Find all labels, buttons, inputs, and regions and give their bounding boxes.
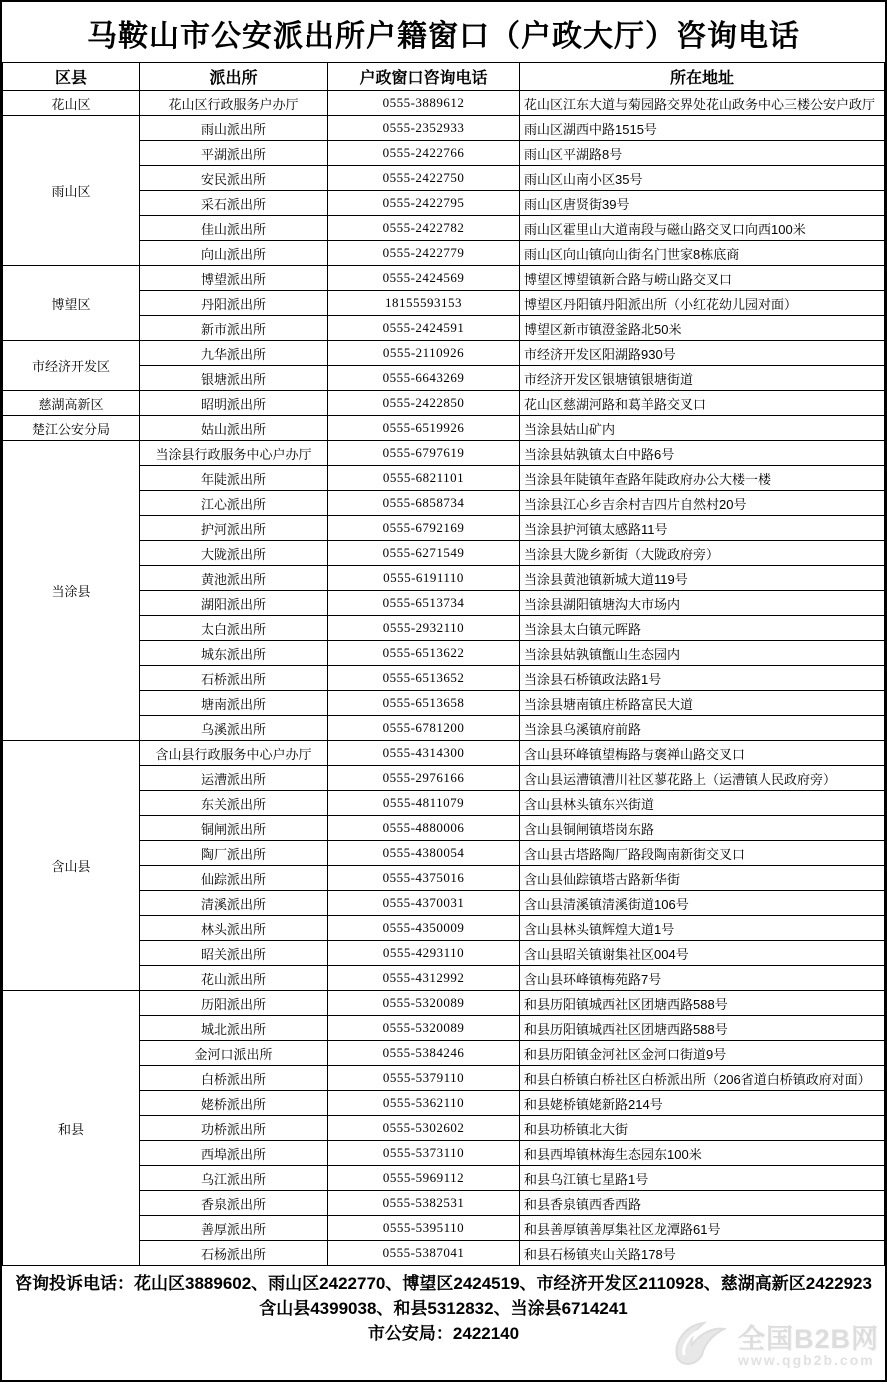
table-header-row bbox=[3, 63, 885, 91]
district-cell: 博望区 bbox=[3, 266, 140, 341]
phone-cell: 0555-3889612 bbox=[328, 91, 520, 116]
column-header-address: 所在地址 bbox=[520, 63, 885, 91]
address-cell: 和县石杨镇夹山关路178号 bbox=[520, 1241, 885, 1266]
station-cell: 护河派出所 bbox=[140, 516, 328, 541]
address-cell: 当涂县乌溪镇府前路 bbox=[520, 716, 885, 741]
address-cell: 博望区丹阳镇丹阳派出所（小红花幼儿园对面） bbox=[520, 291, 885, 316]
address-cell: 当涂县江心乡吉余村吉四片自然村20号 bbox=[520, 491, 885, 516]
phone-cell: 0555-5387041 bbox=[328, 1241, 520, 1266]
district-cell: 当涂县 bbox=[3, 441, 140, 741]
address-cell: 和县功桥镇北大街 bbox=[520, 1116, 885, 1141]
phone-cell: 0555-4293110 bbox=[328, 941, 520, 966]
address-cell: 和县西埠镇林海生态园东100米 bbox=[520, 1141, 885, 1166]
station-cell: 太白派出所 bbox=[140, 616, 328, 641]
address-cell: 和县乌江镇七星路1号 bbox=[520, 1166, 885, 1191]
address-cell: 含山县清溪镇清溪街道106号 bbox=[520, 891, 885, 916]
station-cell: 善厚派出所 bbox=[140, 1216, 328, 1241]
address-cell: 当涂县年陡镇年查路年陡政府办公大楼一楼 bbox=[520, 466, 885, 491]
address-cell: 和县历阳镇城西社区团塘西路588号 bbox=[520, 991, 885, 1016]
address-cell: 雨山区平湖路8号 bbox=[520, 141, 885, 166]
phone-cell: 0555-4314300 bbox=[328, 741, 520, 766]
station-cell: 姥桥派出所 bbox=[140, 1091, 328, 1116]
district-cell: 慈湖高新区 bbox=[3, 391, 140, 416]
phone-cell: 0555-5384246 bbox=[328, 1041, 520, 1066]
phone-cell: 0555-4811079 bbox=[328, 791, 520, 816]
station-cell: 白桥派出所 bbox=[140, 1066, 328, 1091]
address-cell: 雨山区霍里山大道南段与磁山路交叉口向西100米 bbox=[520, 216, 885, 241]
station-cell: 历阳派出所 bbox=[140, 991, 328, 1016]
footer-line-2: 含山县4399038、和县5312832、当涂县6714241 bbox=[259, 1299, 628, 1318]
station-cell: 乌江派出所 bbox=[140, 1166, 328, 1191]
address-cell: 和县历阳镇城西社区团塘西路588号 bbox=[520, 1016, 885, 1041]
station-cell: 石桥派出所 bbox=[140, 666, 328, 691]
address-cell: 和县善厚镇善厚集社区龙潭路61号 bbox=[520, 1216, 885, 1241]
address-cell: 含山县环峰镇梅苑路7号 bbox=[520, 966, 885, 991]
address-cell: 博望区博望镇新合路与崂山路交叉口 bbox=[520, 266, 885, 291]
table-row bbox=[3, 341, 885, 366]
phone-cell: 0555-5320089 bbox=[328, 1016, 520, 1041]
address-cell: 市经济开发区阳湖路930号 bbox=[520, 341, 885, 366]
district-cell: 和县 bbox=[3, 991, 140, 1266]
phone-cell: 0555-6271549 bbox=[328, 541, 520, 566]
address-cell: 含山县林头镇辉煌大道1号 bbox=[520, 916, 885, 941]
phone-cell: 0555-4375016 bbox=[328, 866, 520, 891]
station-cell: 西埠派出所 bbox=[140, 1141, 328, 1166]
station-cell: 城北派出所 bbox=[140, 1016, 328, 1041]
phone-cell: 0555-6513652 bbox=[328, 666, 520, 691]
contact-table bbox=[2, 62, 885, 1266]
address-cell: 当涂县湖阳镇塘沟大市场内 bbox=[520, 591, 885, 616]
address-cell: 当涂县塘南镇庄桥路富民大道 bbox=[520, 691, 885, 716]
column-header-district: 区县 bbox=[3, 63, 140, 91]
phone-cell: 0555-2422750 bbox=[328, 166, 520, 191]
phone-cell: 0555-2422795 bbox=[328, 191, 520, 216]
address-cell: 当涂县太白镇元晖路 bbox=[520, 616, 885, 641]
address-cell: 含山县铜闸镇塔岗东路 bbox=[520, 816, 885, 841]
table-row bbox=[3, 266, 885, 291]
address-cell: 当涂县护河镇太感路11号 bbox=[520, 516, 885, 541]
phone-cell: 0555-6797619 bbox=[328, 441, 520, 466]
phone-cell: 0555-2424569 bbox=[328, 266, 520, 291]
address-cell: 含山县林头镇东兴街道 bbox=[520, 791, 885, 816]
station-cell: 当涂县行政服务中心户办厅 bbox=[140, 441, 328, 466]
station-cell: 姑山派出所 bbox=[140, 416, 328, 441]
address-cell: 博望区新市镇澄釜路北50米 bbox=[520, 316, 885, 341]
phone-cell: 0555-2976166 bbox=[328, 766, 520, 791]
phone-cell: 0555-6513622 bbox=[328, 641, 520, 666]
station-cell: 佳山派出所 bbox=[140, 216, 328, 241]
phone-cell: 0555-2932110 bbox=[328, 616, 520, 641]
table-row bbox=[3, 741, 885, 766]
phone-cell: 0555-2352933 bbox=[328, 116, 520, 141]
address-cell: 当涂县姑山矿内 bbox=[520, 416, 885, 441]
address-cell: 含山县环峰镇望梅路与褒禅山路交叉口 bbox=[520, 741, 885, 766]
station-cell: 采石派出所 bbox=[140, 191, 328, 216]
phone-cell: 0555-2422766 bbox=[328, 141, 520, 166]
phone-cell: 0555-6643269 bbox=[328, 366, 520, 391]
phone-cell: 0555-2422850 bbox=[328, 391, 520, 416]
phone-cell: 0555-6191110 bbox=[328, 566, 520, 591]
district-cell: 市经济开发区 bbox=[3, 341, 140, 391]
station-cell: 九华派出所 bbox=[140, 341, 328, 366]
station-cell: 陶厂派出所 bbox=[140, 841, 328, 866]
footer-line-1: 咨询投诉电话：花山区3889602、雨山区2422770、博望区2424519、市经济开发区2110928、慈湖高新区2422923 bbox=[15, 1274, 872, 1293]
address-cell: 当涂县姑孰镇甑山生态园内 bbox=[520, 641, 885, 666]
district-cell: 雨山区 bbox=[3, 116, 140, 266]
station-cell: 花山区行政服务户办厅 bbox=[140, 91, 328, 116]
page-title: 马鞍山市公安派出所户籍窗口（户政大厅）咨询电话 bbox=[87, 20, 800, 53]
station-cell: 运漕派出所 bbox=[140, 766, 328, 791]
station-cell: 黄池派出所 bbox=[140, 566, 328, 591]
column-header-phone: 户政窗口咨询电话 bbox=[328, 63, 520, 91]
table-row bbox=[3, 991, 885, 1016]
station-cell: 银塘派出所 bbox=[140, 366, 328, 391]
table-row bbox=[3, 441, 885, 466]
station-cell: 平湖派出所 bbox=[140, 141, 328, 166]
station-cell: 向山派出所 bbox=[140, 241, 328, 266]
phone-cell: 0555-5320089 bbox=[328, 991, 520, 1016]
phone-cell: 0555-5373110 bbox=[328, 1141, 520, 1166]
station-cell: 东关派出所 bbox=[140, 791, 328, 816]
station-cell: 清溪派出所 bbox=[140, 891, 328, 916]
phone-cell: 0555-2422779 bbox=[328, 241, 520, 266]
phone-cell: 0555-4880006 bbox=[328, 816, 520, 841]
station-cell: 博望派出所 bbox=[140, 266, 328, 291]
footer-line-3: 市公安局：2422140 bbox=[367, 1324, 520, 1343]
phone-cell: 0555-4370031 bbox=[328, 891, 520, 916]
station-cell: 金河口派出所 bbox=[140, 1041, 328, 1066]
station-cell: 丹阳派出所 bbox=[140, 291, 328, 316]
footer-notes bbox=[2, 1266, 885, 1350]
phone-cell: 0555-2424591 bbox=[328, 316, 520, 341]
address-cell: 当涂县大陇乡新街（大陇政府旁） bbox=[520, 541, 885, 566]
table-row bbox=[3, 391, 885, 416]
station-cell: 含山县行政服务中心户办厅 bbox=[140, 741, 328, 766]
phone-cell: 0555-4380054 bbox=[328, 841, 520, 866]
station-cell: 安民派出所 bbox=[140, 166, 328, 191]
watermark-site-url: www.qgb2b.com bbox=[737, 1352, 875, 1369]
station-cell: 铜闸派出所 bbox=[140, 816, 328, 841]
address-cell: 雨山区湖西中路1515号 bbox=[520, 116, 885, 141]
station-cell: 昭明派出所 bbox=[140, 391, 328, 416]
phone-cell: 0555-6519926 bbox=[328, 416, 520, 441]
address-cell: 当涂县姑孰镇太白中路6号 bbox=[520, 441, 885, 466]
phone-cell: 0555-5382531 bbox=[328, 1191, 520, 1216]
station-cell: 雨山派出所 bbox=[140, 116, 328, 141]
address-cell: 市经济开发区银塘镇银塘街道 bbox=[520, 366, 885, 391]
phone-cell: 0555-4350009 bbox=[328, 916, 520, 941]
address-cell: 当涂县石桥镇政法路1号 bbox=[520, 666, 885, 691]
district-cell: 含山县 bbox=[3, 741, 140, 991]
address-cell: 和县姥桥镇姥新路214号 bbox=[520, 1091, 885, 1116]
station-cell: 花山派出所 bbox=[140, 966, 328, 991]
address-cell: 花山区慈湖河路和葛羊路交叉口 bbox=[520, 391, 885, 416]
phone-cell: 0555-6513734 bbox=[328, 591, 520, 616]
station-cell: 林头派出所 bbox=[140, 916, 328, 941]
phone-cell: 0555-5395110 bbox=[328, 1216, 520, 1241]
address-cell: 当涂县黄池镇新城大道119号 bbox=[520, 566, 885, 591]
district-cell: 楚江公安分局 bbox=[3, 416, 140, 441]
phone-cell: 0555-6792169 bbox=[328, 516, 520, 541]
table-row bbox=[3, 116, 885, 141]
phone-cell: 0555-6781200 bbox=[328, 716, 520, 741]
district-cell: 花山区 bbox=[3, 91, 140, 116]
station-cell: 江心派出所 bbox=[140, 491, 328, 516]
station-cell: 功桥派出所 bbox=[140, 1116, 328, 1141]
column-header-station: 派出所 bbox=[140, 63, 328, 91]
station-cell: 昭关派出所 bbox=[140, 941, 328, 966]
station-cell: 城东派出所 bbox=[140, 641, 328, 666]
phone-cell: 0555-2110926 bbox=[328, 341, 520, 366]
table-body bbox=[3, 91, 885, 1266]
station-cell: 新市派出所 bbox=[140, 316, 328, 341]
address-cell: 雨山区向山镇向山街名门世家8栋底商 bbox=[520, 241, 885, 266]
station-cell: 石杨派出所 bbox=[140, 1241, 328, 1266]
phone-cell: 0555-5379110 bbox=[328, 1066, 520, 1091]
table-row bbox=[3, 91, 885, 116]
station-cell: 湖阳派出所 bbox=[140, 591, 328, 616]
station-cell: 仙踪派出所 bbox=[140, 866, 328, 891]
address-cell: 含山县仙踪镇塔古路新华街 bbox=[520, 866, 885, 891]
watermark-site-name: 全国B2B网 bbox=[737, 1323, 879, 1354]
station-cell: 塘南派出所 bbox=[140, 691, 328, 716]
address-cell: 和县历阳镇金河社区金河口街道9号 bbox=[520, 1041, 885, 1066]
address-cell: 含山县运漕镇漕川社区蓼花路上（运漕镇人民政府旁） bbox=[520, 766, 885, 791]
phone-cell: 0555-4312992 bbox=[328, 966, 520, 991]
phone-cell: 0555-5969112 bbox=[328, 1166, 520, 1191]
station-cell: 大陇派出所 bbox=[140, 541, 328, 566]
phone-cell: 0555-5362110 bbox=[328, 1091, 520, 1116]
phone-cell: 18155593153 bbox=[328, 291, 520, 316]
station-cell: 香泉派出所 bbox=[140, 1191, 328, 1216]
address-cell: 雨山区山南小区35号 bbox=[520, 166, 885, 191]
table-row bbox=[3, 416, 885, 441]
address-cell: 含山县昭关镇谢集社区004号 bbox=[520, 941, 885, 966]
station-cell: 乌溪派出所 bbox=[140, 716, 328, 741]
address-cell: 和县香泉镇西香西路 bbox=[520, 1191, 885, 1216]
station-cell: 年陡派出所 bbox=[140, 466, 328, 491]
address-cell: 雨山区唐贤街39号 bbox=[520, 191, 885, 216]
phone-cell: 0555-6821101 bbox=[328, 466, 520, 491]
address-cell: 和县白桥镇白桥社区白桥派出所（206省道白桥镇政府对面） bbox=[520, 1066, 885, 1091]
phone-cell: 0555-6513658 bbox=[328, 691, 520, 716]
phone-cell: 0555-5302602 bbox=[328, 1116, 520, 1141]
phone-cell: 0555-6858734 bbox=[328, 491, 520, 516]
phone-cell: 0555-2422782 bbox=[328, 216, 520, 241]
address-cell: 含山县古塔路陶厂路段陶南新街交叉口 bbox=[520, 841, 885, 866]
address-cell: 花山区江东大道与菊园路交界处花山政务中心三楼公安户政厅 bbox=[520, 91, 885, 116]
